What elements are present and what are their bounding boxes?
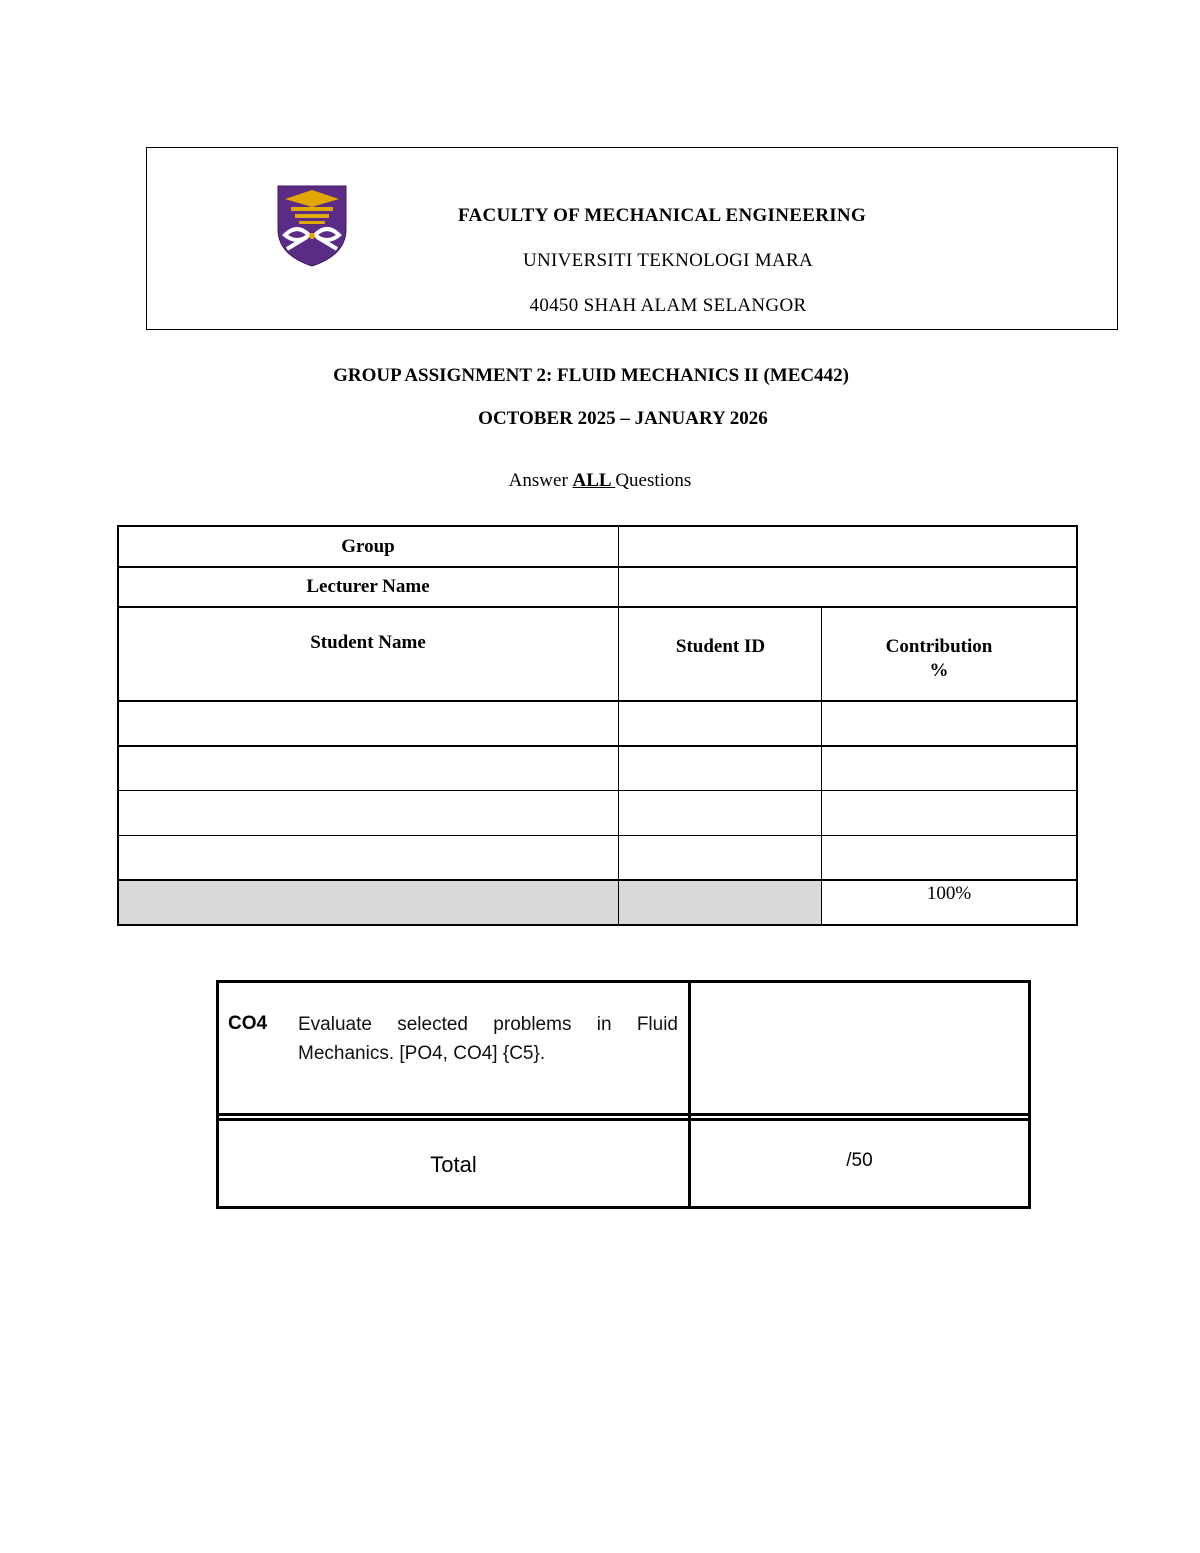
student-name-cell[interactable] bbox=[119, 747, 618, 790]
total-contribution-value: 100% bbox=[926, 883, 972, 904]
university-name: UNIVERSITI TEKNOLOGI MARA bbox=[522, 250, 813, 271]
contribution-header-label: Contribution bbox=[885, 636, 993, 657]
student-name-cell[interactable] bbox=[119, 702, 618, 745]
header-box bbox=[146, 147, 1118, 330]
student-id-cell[interactable] bbox=[619, 747, 821, 790]
co-table bbox=[216, 980, 1031, 1210]
student-name-cell[interactable] bbox=[119, 791, 618, 835]
group-table bbox=[117, 525, 1078, 926]
semester-label: OCTOBER 2025 – JANUARY 2026 bbox=[478, 408, 768, 429]
assignment-title: GROUP ASSIGNMENT 2: FLUID MECHANICS II (MEC442) bbox=[333, 365, 849, 386]
lecturer-name-label: Lecturer Name bbox=[306, 576, 430, 597]
student-name-header: Student Name bbox=[310, 632, 426, 653]
instruction-suffix: Questions bbox=[615, 470, 692, 491]
co-score-field[interactable] bbox=[691, 983, 1028, 1113]
student-name-cell[interactable] bbox=[119, 836, 618, 879]
co-description: Evaluate selected problems in Fluid Mechanics. [PO4, CO4] {C5}. bbox=[298, 1014, 678, 1064]
group-label: Group bbox=[341, 536, 395, 557]
contribution-cell[interactable] bbox=[822, 836, 1076, 879]
contribution-header-unit: % bbox=[929, 660, 949, 681]
student-id-cell[interactable] bbox=[619, 702, 821, 745]
instruction-text bbox=[0, 470, 1200, 492]
instruction-emphasis: ALL bbox=[572, 470, 616, 491]
contribution-header bbox=[822, 635, 1056, 683]
lecturer-name-field[interactable] bbox=[619, 568, 1076, 606]
co-code: CO4 bbox=[228, 1013, 268, 1034]
contribution-cell[interactable] bbox=[822, 747, 1076, 790]
total-row-shade-name bbox=[117, 880, 619, 926]
faculty-name: FACULTY OF MECHANICAL ENGINEERING bbox=[457, 205, 867, 226]
student-id-header: Student ID bbox=[675, 636, 766, 657]
contribution-cell[interactable] bbox=[822, 791, 1076, 835]
contribution-cell[interactable] bbox=[822, 702, 1076, 745]
instruction-prefix: Answer bbox=[508, 470, 573, 491]
university-address: 40450 SHAH ALAM SELANGOR bbox=[529, 295, 807, 316]
total-value: /50 bbox=[846, 1150, 873, 1171]
group-field[interactable] bbox=[619, 527, 1076, 566]
total-row-shade-id bbox=[619, 880, 822, 926]
student-id-cell[interactable] bbox=[619, 836, 821, 879]
total-label: Total bbox=[430, 1152, 477, 1177]
student-id-cell[interactable] bbox=[619, 791, 821, 835]
